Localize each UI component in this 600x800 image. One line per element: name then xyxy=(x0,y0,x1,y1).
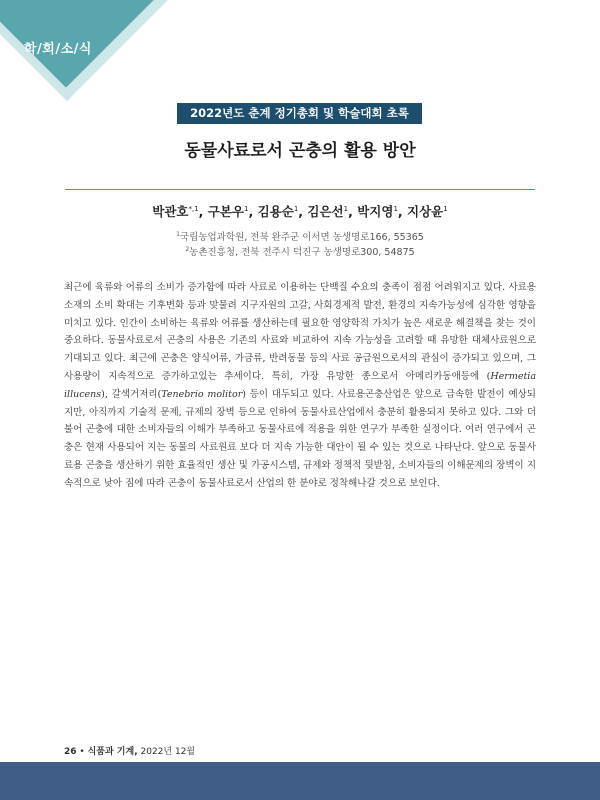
author-affil-mark: 1 xyxy=(393,204,398,213)
author-affil-mark: 1 xyxy=(293,204,299,213)
footer-separator: • xyxy=(79,747,85,757)
species-name: Hermetia illucens xyxy=(64,370,536,400)
abstract-text: ), 갈색거저리( xyxy=(101,388,162,400)
author-affil-mark: *,1 xyxy=(188,204,199,213)
issue-date: 2022년 12월 xyxy=(140,747,196,757)
author-affil-mark: 1 xyxy=(443,204,448,213)
affiliation-mark: 1 xyxy=(176,230,180,238)
page-number: 26 xyxy=(64,747,77,757)
author-name: 구본우 xyxy=(207,204,245,219)
journal-name: 식품과 기계, xyxy=(87,747,138,757)
affiliation-text: 국립농업과학원, 전북 완주군 이서면 농생명로166, 55365 xyxy=(179,232,424,243)
title-divider xyxy=(65,189,535,190)
author-name: 박관호 xyxy=(152,204,189,219)
author-name: 박지영 xyxy=(357,204,394,219)
author-name: 김은선 xyxy=(307,204,344,219)
affiliation-1 xyxy=(0,229,600,243)
abstract-text: 최근에 육류와 어류의 소비가 증가함에 따라 사료로 이용하는 단백질 수요의 충족이 점점 어려워지고 있다. 사료용 소재의 소비 확대는 기후변화 등과 맞물려 지구자원의 고갈, 사회경제적 발전, 환경의 지속가능성에 심각한 영향을 미치고 있다. 인간이 소비하는 육류와 어류를 생산하는데 필요한 영양학적 가치가 높은 새로운 해결책을 찾는 것이 중요하다. 동물사료로서 곤충의 사용은 기존의 사료와 비교하여 지속 가능성을 고려할 때 유망한 대체사료원으로 기대되고 있다. 최근에 곤충은 양식어류, 가금류, 반려동물 등의 사료 공급원으로서의 관심이 증가되고 있으며, 그 사용량이 지속적으로 증가하고있는 추세이다. 특히, 가장 유망한 종으로서 아메리카동애등에 ( xyxy=(64,282,536,382)
section-tag: 학/회/소/식 xyxy=(24,42,92,57)
event-banner: 2022년도 춘계 정기총회 및 학술대회 초록 xyxy=(177,103,422,124)
article-title: 동물사료로서 곤충의 활용 방안 xyxy=(184,141,416,161)
abstract-body xyxy=(64,279,536,493)
affiliation-text: 농촌진흥청, 전북 전주시 덕진구 농생명로300, 54875 xyxy=(189,247,415,258)
author-list: 박관호$^{*,1}$, 구본우$^1$, 김용순$^1$, 김은선$^1$, 박지영$^1$, 지상윤$^1$ xyxy=(152,204,448,219)
page-footer xyxy=(64,744,195,757)
author-name: 김용순 xyxy=(257,204,294,219)
affiliation-2 xyxy=(0,244,600,258)
bottom-bar xyxy=(0,762,600,800)
author-affil-mark: 1 xyxy=(343,204,349,213)
author-name: 지상윤 xyxy=(407,204,444,219)
affiliation-mark: 2 xyxy=(185,245,190,253)
species-name: Tenebrio molitor xyxy=(161,388,243,400)
abstract-text: ) 등이 대두되고 있다. 사료용곤충산업은 앞으로 급속한 발전이 예상되지만, 아직까지 기술적 문제, 규제의 장벽 등으로 인하여 동물사료산업에서 충분히 활용되지 못하고 있다. 그와 더불어 곤충에 대한 소비자들의 이해가 부족하고 동물사료에 적용을 위한 연구가 부족한 실정이다. 여러 연구에서 곤충은 현재 사용되어 지는 동물의 사료원료 보다 더 지속 가능한 대안이 될 수 있는 것으로 나타난다. 앞으로 동물사료용 곤충을 생산하기 위한 효율적인 생산 및 가공시스템, 규제와 정책적 뒷받침, 소비자들의 이해문제의 장벽이 지속적으로 낮아 짐에 따라 곤충이 동물사료로서 산업의 한 분야로 정착해나갈 것으로 보인다. xyxy=(64,388,536,489)
author-affil-mark: 1 xyxy=(244,204,249,213)
